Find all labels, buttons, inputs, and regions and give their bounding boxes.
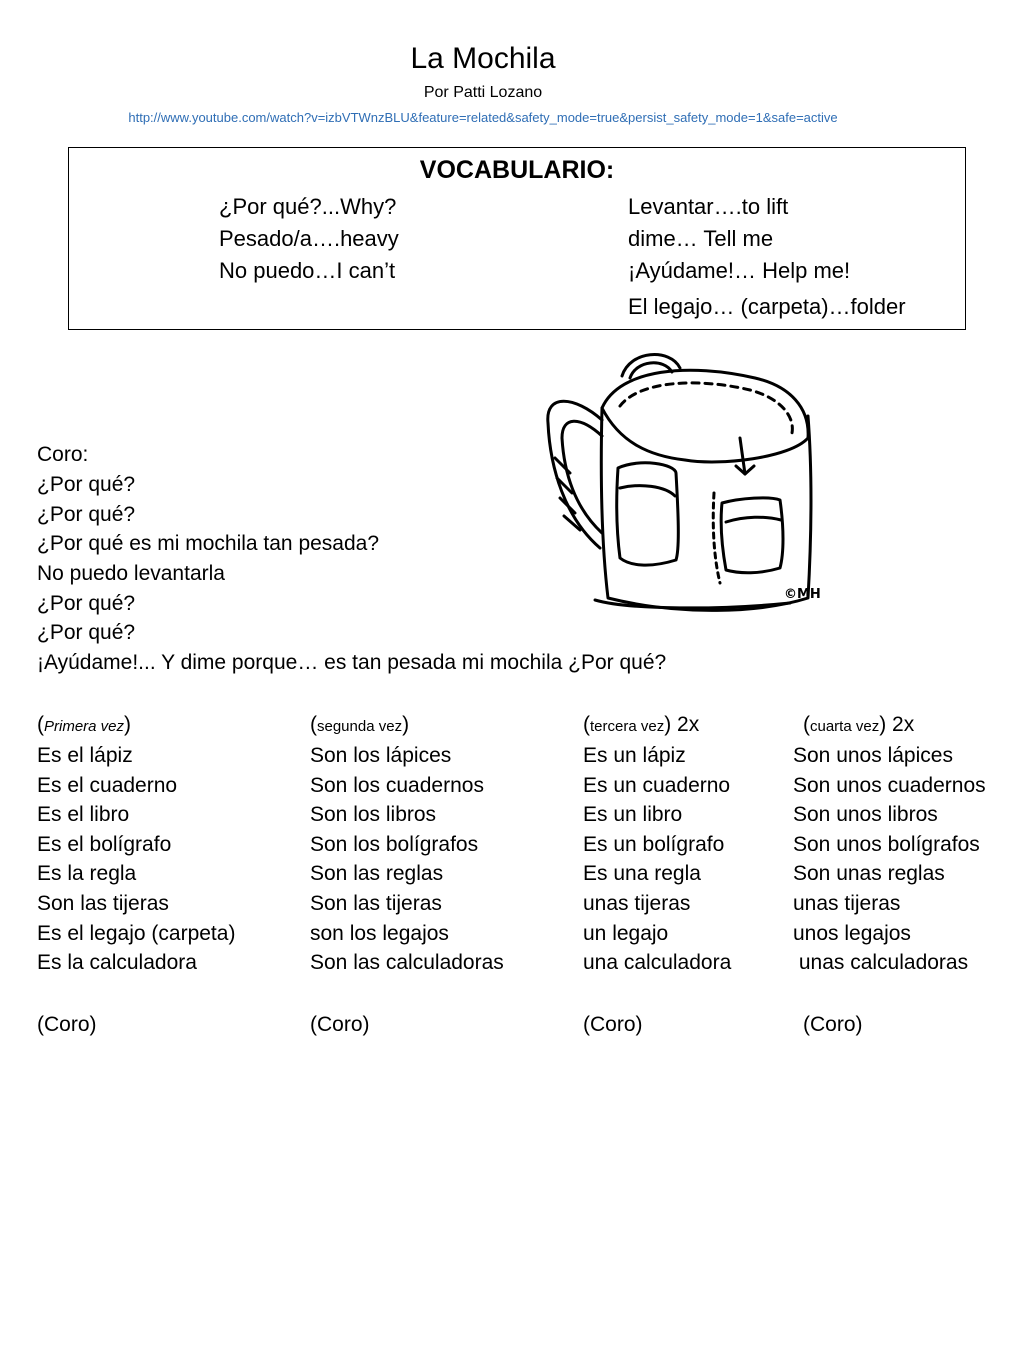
vocab-item-folder: El legajo… (carpeta)…folder (628, 294, 906, 319)
verse-header-close-paren: ) (124, 713, 132, 736)
verse-line: Es la regla (37, 862, 137, 885)
youtube-link[interactable]: http://www.youtube.com/watch?v=izbVTWnzBLU&feature=related&safety_mode=true&persist_safety_mode=1&safe=active (128, 110, 838, 125)
verse-header-open-paren: ( (37, 713, 44, 736)
verse-line: unas calculadoras (793, 951, 969, 974)
verse-header-label: Primera vez (44, 718, 125, 735)
verse-line: Es el bolígrafo (37, 833, 172, 856)
verse-line: Es un lápiz (583, 744, 686, 767)
chorus-line: No puedo levantarla (37, 562, 225, 585)
verse-line: Es el legajo (carpeta) (37, 922, 236, 945)
verse-header (37, 713, 131, 737)
vocab-item-tell-me: dime… Tell me (628, 226, 774, 251)
verse-header-open-paren: ( (310, 713, 317, 736)
verse-line: Son las tijeras (37, 892, 169, 915)
verse-line: Son unas reglas (793, 862, 945, 885)
verse-line: Es la calculadora (37, 951, 197, 974)
verse-line: Es un cuaderno (583, 774, 731, 797)
coro-reference: (Coro) (803, 1013, 863, 1036)
verse-line: Son unos lápices (793, 744, 953, 767)
verse-header (583, 713, 699, 737)
song-title: La Mochila (410, 42, 556, 75)
verse-line: Son los cuadernos (310, 774, 484, 797)
chorus-line: ¿Por qué es mi mochila tan pesada? (37, 532, 380, 555)
chorus-line: ¿Por qué? (37, 473, 136, 496)
verse-line: Es el cuaderno (37, 774, 178, 797)
verse-header-open-paren: ( (583, 713, 590, 736)
vocab-item-cant: No puedo…I can’t (219, 258, 396, 283)
backpack-icon (540, 348, 825, 618)
coro-reference: (Coro) (310, 1013, 370, 1036)
verse-line: Es una regla (583, 862, 701, 885)
verse-header-label: segunda vez (317, 718, 403, 735)
verse-line: son los legajos (310, 922, 449, 945)
verse-repeat-marker: 2x (671, 713, 700, 736)
verse-line: Son las tijeras (310, 892, 442, 915)
vocabulary-heading: VOCABULARIO: (419, 156, 615, 184)
verse-header-label: cuarta vez (810, 718, 880, 735)
coro-reference: (Coro) (37, 1013, 97, 1036)
verse-line: un legajo (583, 922, 669, 945)
verse-line: unas tijeras (583, 892, 691, 915)
coro-reference: (Coro) (583, 1013, 643, 1036)
verse-line: Son unos cuadernos (793, 774, 986, 797)
chorus-line: ¡Ayúdame!... Y dime porque… es tan pesada mi mochila ¿Por qué? (37, 651, 667, 674)
verse-line: Es el libro (37, 803, 130, 826)
verse-line: Son unos libros (793, 803, 938, 826)
verse-line: unas tijeras (793, 892, 901, 915)
chorus-label: Coro: (37, 443, 89, 466)
verse-line: Son los bolígrafos (310, 833, 479, 856)
chorus-line: ¿Por qué? (37, 503, 136, 526)
verse-line: Es el lápiz (37, 744, 133, 767)
vocab-item-lift: Levantar….to lift (628, 194, 789, 219)
verse-line: Son unos bolígrafos (793, 833, 980, 856)
verse-line: Son los libros (310, 803, 437, 826)
illustration-signature: ©MH (784, 587, 821, 602)
chorus-line: ¿Por qué? (37, 592, 136, 615)
verse-line: Son las calculadoras (310, 951, 504, 974)
verse-header (310, 713, 409, 737)
verse-header-close-paren: ) (664, 713, 672, 736)
verse-line: una calculadora (583, 951, 732, 974)
verse-line: Es un bolígrafo (583, 833, 725, 856)
verse-line: unos legajos (793, 922, 911, 945)
verse-line: Son las reglas (310, 862, 444, 885)
vocab-item-heavy: Pesado/a….heavy (219, 226, 399, 251)
verse-repeat-marker: 2x (886, 713, 915, 736)
vocab-item-help-me: ¡Ayúdame!… Help me! (628, 258, 851, 283)
verse-header (803, 713, 914, 737)
verse-header-label: tercera vez (590, 718, 665, 735)
vocab-item-why: ¿Por qué?...Why? (219, 194, 397, 219)
chorus-line: ¿Por qué? (37, 621, 136, 644)
verse-line: Es un libro (583, 803, 683, 826)
verse-header-open-paren: ( (803, 713, 810, 736)
song-author: Por Patti Lozano (423, 84, 543, 101)
verse-header-close-paren: ) (879, 713, 887, 736)
verse-line: Son los lápices (310, 744, 452, 767)
verse-header-close-paren: ) (402, 713, 410, 736)
